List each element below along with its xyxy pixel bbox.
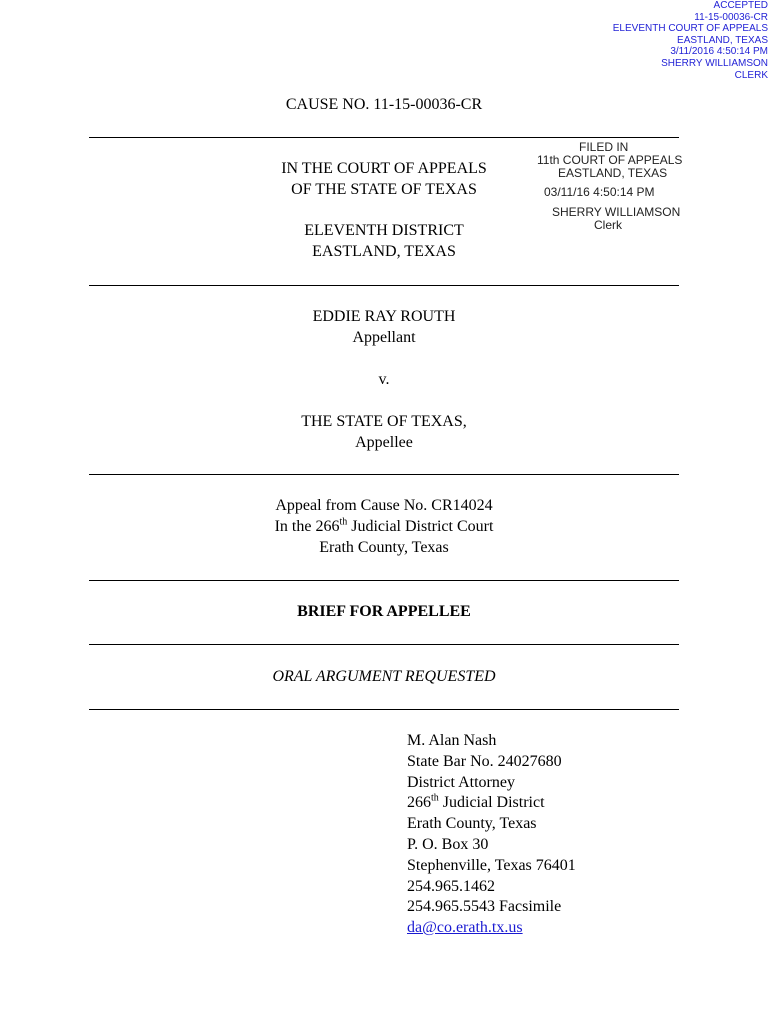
attorney-city: Stephenville, Texas 76401: [407, 856, 576, 874]
filed-stamp-court: 11th COURT OF APPEALS: [537, 153, 683, 167]
filed-stamp-datetime: 03/11/16 4:50:14 PM: [544, 185, 655, 199]
accepted-stamp-line: ELEVENTH COURT OF APPEALS: [612, 23, 768, 35]
appeal-info: [89, 495, 679, 558]
attorney-fax: 254.965.5543 Facsimile: [407, 898, 562, 916]
appellant-role: Appellant: [352, 329, 416, 346]
versus: v.: [378, 371, 390, 388]
divider: [89, 137, 679, 138]
court-line: ELEVENTH DISTRICT: [304, 222, 464, 239]
attorney-bar-no: State Bar No. 24027680: [407, 752, 562, 770]
appeal-line: Appeal from Cause No. CR14024: [275, 497, 493, 514]
attorney-po-box: P. O. Box 30: [407, 835, 489, 853]
appellee-role: Appellee: [355, 434, 413, 451]
appeal-line: In the 266th Judicial District Court: [274, 516, 494, 535]
divider: [89, 709, 679, 710]
divider: [89, 580, 679, 581]
divider: [89, 285, 679, 286]
attorney-title: District Attorney: [407, 773, 515, 791]
accepted-stamp-line: 11-15-00036-CR: [694, 11, 768, 23]
accepted-stamp-line: SHERRY WILLIAMSON: [661, 57, 768, 69]
attorney-email-link[interactable]: da@co.erath.tx.us: [407, 919, 523, 937]
appellant-name: EDDIE RAY ROUTH: [312, 308, 456, 325]
appellee-name: THE STATE OF TEXAS,: [301, 413, 467, 430]
accepted-stamp-line: ACCEPTED: [713, 0, 768, 11]
filed-stamp-clerk-name: SHERRY WILLIAMSON: [552, 205, 681, 219]
accepted-stamp-line: CLERK: [734, 69, 768, 81]
filed-stamp-location: EASTLAND, TEXAS: [558, 166, 668, 180]
divider: [89, 474, 679, 475]
divider: [89, 644, 679, 645]
court-line: EASTLAND, TEXAS: [312, 243, 456, 260]
court-line: OF THE STATE OF TEXAS: [291, 181, 477, 198]
accepted-stamp-line: 3/11/2016 4:50:14 PM: [670, 46, 768, 58]
attorney-county: Erath County, Texas: [407, 815, 537, 833]
attorney-phone: 254.965.1462: [407, 877, 495, 895]
court-line: IN THE COURT OF APPEALS: [281, 160, 487, 177]
attorney-district: 266th Judicial District: [407, 793, 545, 812]
filed-stamp-label: FILED IN: [579, 140, 629, 154]
cause-number: CAUSE NO. 11-15-00036-CR: [285, 96, 483, 113]
attorney-block: [407, 731, 576, 939]
accepted-stamp: [468, 0, 768, 81]
brief-title: BRIEF FOR APPELLEE: [297, 603, 471, 620]
appeal-line: Erath County, Texas: [319, 539, 449, 556]
accepted-stamp-line: EASTLAND, TEXAS: [677, 34, 768, 46]
oral-argument: ORAL ARGUMENT REQUESTED: [272, 668, 496, 685]
filed-stamp-clerk-title: Clerk: [594, 218, 623, 232]
parties: [89, 306, 679, 453]
attorney-name: M. Alan Nash: [407, 732, 497, 749]
